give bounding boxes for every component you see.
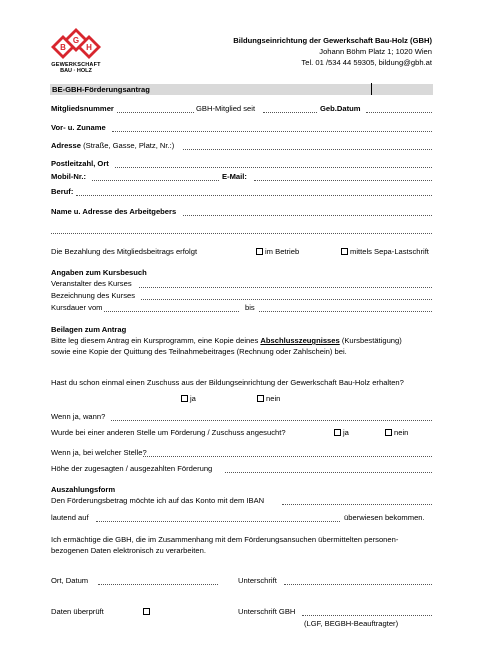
veranstalter-field[interactable]: [139, 287, 432, 288]
logo-letter-b: B: [60, 43, 66, 52]
mitgliedsnummer-field[interactable]: [117, 112, 194, 113]
label-bezeichnung: Bezeichnung des Kurses: [51, 291, 136, 300]
auszahlung-text: Den Förderungsbetrag möchte ich auf das Konto mit dem IBAN: [51, 496, 265, 505]
kursdauer-von-field[interactable]: [104, 311, 239, 312]
email-field[interactable]: [254, 180, 432, 181]
label-andere-nein: nein: [394, 428, 409, 437]
label-sepa: mittels Sepa-Lastschrift: [350, 247, 429, 256]
label-lgf-note: (LGF, BEGBH-Beauftragter): [304, 619, 399, 628]
label-lautend-auf: lautend auf: [51, 513, 89, 522]
org-address: Johann Böhm Platz 1; 1020 Wien: [319, 47, 432, 56]
beruf-field[interactable]: [76, 195, 432, 196]
label-adresse-hint: (Straße, Gasse, Platz, Nr.:): [83, 141, 175, 150]
datenschutz-line-1: Ich ermächtige die GBH, die im Zusammenhang mit dem Förderungsansuchen übermittelten personen-: [51, 535, 399, 544]
org-contact: Tel. 01 /534 44 59305, bildung@gbh.at: [301, 58, 432, 67]
label-name: Vor- u. Zuname: [51, 123, 106, 132]
logo-caption-1: GEWERKSCHAFT: [51, 62, 101, 68]
geb-datum-field[interactable]: [366, 112, 432, 113]
label-beruf: Beruf:: [51, 187, 74, 196]
ort-datum-field[interactable]: [98, 584, 218, 585]
label-im-betrieb: im Betrieb: [265, 247, 300, 256]
beilagen-line-1-pre: Bitte leg diesem Antrag ein Kursprogramm, eine Kopie deines: [51, 336, 261, 345]
checkbox-zuschuss-ja[interactable]: [181, 395, 188, 402]
arbeitgeber-field[interactable]: [183, 215, 432, 216]
label-bis: bis: [245, 303, 255, 312]
welcher-stelle-field[interactable]: [143, 456, 432, 457]
auszahlung-heading: Auszahlungsform: [51, 485, 116, 494]
label-andere-ja: ja: [343, 428, 349, 437]
beilagen-heading: Beilagen zum Antrag: [51, 325, 127, 334]
label-mitglied-seit: GBH-Mitglied seit: [196, 104, 256, 113]
label-wenn-ja-wann: Wenn ja, wann?: [51, 412, 106, 421]
checkbox-andere-ja[interactable]: [334, 429, 341, 436]
wenn-ja-wann-field[interactable]: [111, 420, 432, 421]
label-daten-ueberprueft: Daten überprüft: [51, 607, 104, 616]
label-email: E-Mail:: [222, 172, 247, 181]
label-mitgliedsnummer: Mitgliedsnummer: [51, 104, 114, 113]
label-unterschrift-gbh: Unterschrift GBH: [238, 607, 296, 616]
kursdauer-bis-field[interactable]: [259, 311, 432, 312]
logo-letter-g: G: [72, 36, 80, 45]
beilagen-abschlusszeugnisse: Abschlusszeugnisses: [260, 336, 340, 345]
lautend-auf-field[interactable]: [96, 521, 340, 522]
title-divider: [371, 83, 372, 95]
checkbox-andere-nein[interactable]: [385, 429, 392, 436]
beitrag-text: Die Bezahlung des Mitgliedsbeitrags erfolgt: [51, 247, 198, 256]
logo-caption-2: BAU · HOLZ: [60, 68, 92, 74]
beilagen-line-2: sowie eine Kopie der Quittung des Teilnahmebeitrages (Rechnung oder Zahlschein) bei.: [51, 347, 347, 356]
label-arbeitgeber: Name u. Adresse des Arbeitgebers: [51, 207, 177, 216]
label-hoehe: Höhe der zugesagten / ausgezahlten Förderung: [51, 464, 213, 473]
mobil-field[interactable]: [92, 180, 219, 181]
unterschrift-gbh-field[interactable]: [302, 615, 432, 616]
label-adresse-main: Adresse: [51, 141, 81, 150]
arbeitgeber-field-2[interactable]: [51, 233, 432, 234]
label-welcher-stelle: Wenn ja, bei welcher Stelle?: [51, 448, 147, 457]
checkbox-im-betrieb[interactable]: [256, 248, 263, 255]
label-zuschuss-ja: ja: [190, 394, 196, 403]
iban-field[interactable]: [282, 504, 432, 505]
plz-ort-field[interactable]: [115, 167, 432, 168]
adresse-field[interactable]: [183, 149, 432, 150]
checkbox-daten-ueberprueft[interactable]: [143, 608, 150, 615]
kurs-heading: Angaben zum Kursbesuch: [51, 268, 147, 277]
label-unterschrift: Unterschrift: [238, 576, 277, 585]
beilagen-line-1-post: (Kursbestätigung): [339, 336, 402, 345]
hoehe-field[interactable]: [225, 472, 432, 473]
beilagen-line-1: [51, 336, 402, 345]
logo-emblem: [50, 26, 102, 60]
name-field[interactable]: [112, 131, 432, 132]
label-ort-datum: Ort, Datum: [51, 576, 89, 585]
gbh-logo: [50, 26, 102, 76]
label-plz-ort: Postleitzahl, Ort: [51, 159, 109, 168]
label-veranstalter: Veranstalter des Kurses: [51, 279, 132, 288]
andere-stelle-question: Wurde bei einer anderen Stelle um Förderung / Zuschuss angesucht?: [51, 428, 286, 437]
label-zuschuss-nein: nein: [266, 394, 281, 403]
logo-letter-h: H: [86, 43, 92, 52]
label-ueberwiesen: überwiesen bekommen.: [344, 513, 425, 522]
bezeichnung-field[interactable]: [141, 299, 432, 300]
datenschutz-line-2: bezogenen Daten elektronisch zu verarbeiten.: [51, 546, 206, 555]
mitglied-seit-field[interactable]: [263, 112, 317, 113]
form-title: BE-GBH-Förderungsantrag: [52, 85, 150, 94]
label-mobil: Mobil-Nr.:: [51, 172, 87, 181]
label-geb-datum: Geb.Datum: [320, 104, 361, 113]
zuschuss-question: Hast du schon einmal einen Zuschuss aus der Bildungseinrichtung der Gewerkschaft Bau-Holz erhalten?: [51, 378, 404, 387]
label-kursdauer: Kursdauer vom: [51, 303, 103, 312]
checkbox-sepa[interactable]: [341, 248, 348, 255]
unterschrift-field[interactable]: [284, 584, 432, 585]
checkbox-zuschuss-nein[interactable]: [257, 395, 264, 402]
org-name: Bildungseinrichtung der Gewerkschaft Bau-Holz (GBH): [233, 36, 432, 45]
label-adresse: [51, 141, 174, 150]
